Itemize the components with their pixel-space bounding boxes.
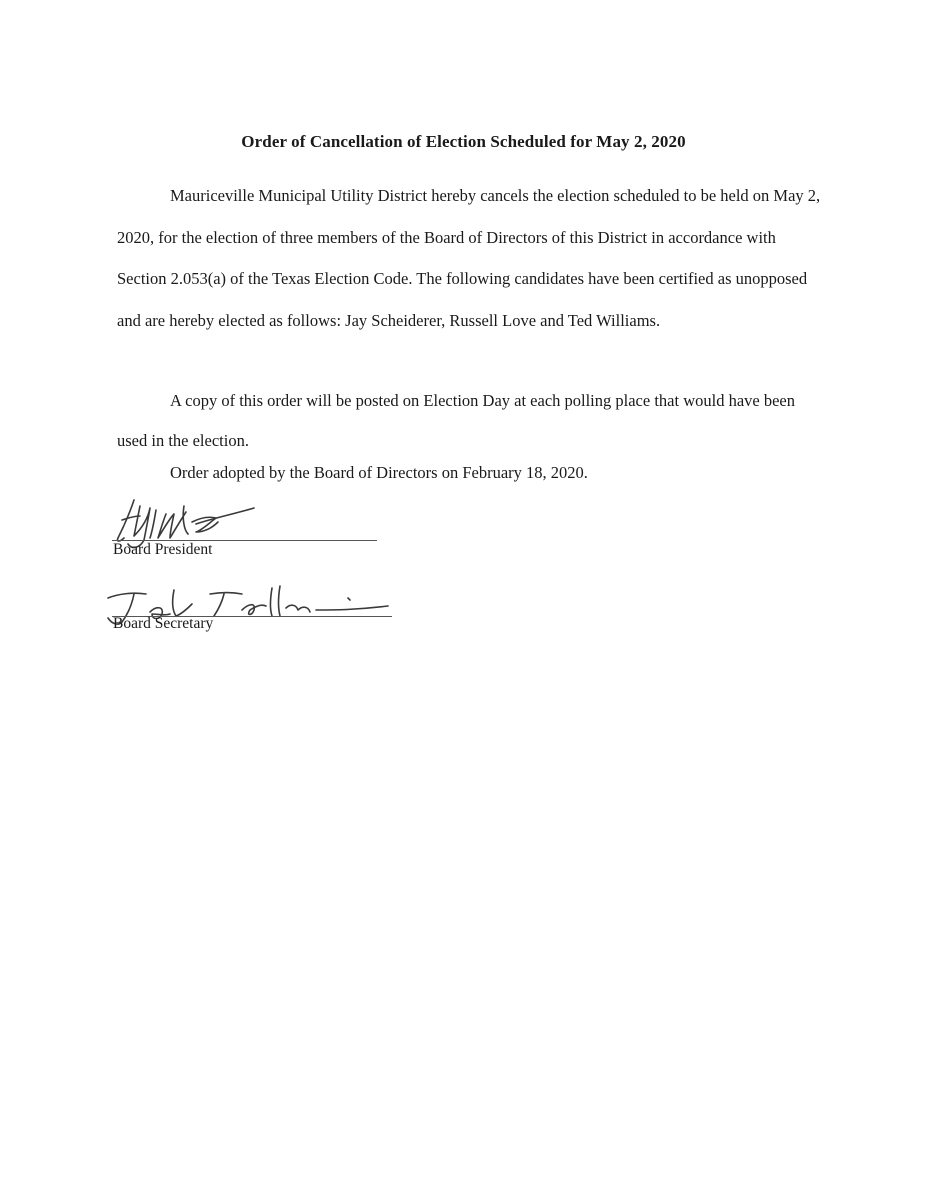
president-signature-block (104, 494, 379, 564)
paragraph-adoption: Order adopted by the Board of Directors on February 18, 2020. (170, 463, 588, 482)
paragraph-cancellation: Mauriceville Municipal Utility District hereby cancels the election scheduled to be held on May 2, 2020, for the election of three members of the Board of Directors of this District in accordance with Section 2.053(a) of the Texas Election Code. The following candidates have been certified as unopposed and are hereby elected as follows: Jay Scheiderer, Russell Love and Ted Williams. (117, 186, 821, 330)
secretary-signature-block (104, 584, 404, 648)
secretary-signature-label: Board Secretary (113, 615, 214, 632)
paragraph-posting: A copy of this order will be posted on Election Day at each polling place that would have been used in the election. (117, 391, 795, 450)
president-signature-label: Board President (113, 541, 213, 558)
document-title: Order of Cancellation of Election Scheduled for May 2, 2020 (241, 132, 686, 151)
